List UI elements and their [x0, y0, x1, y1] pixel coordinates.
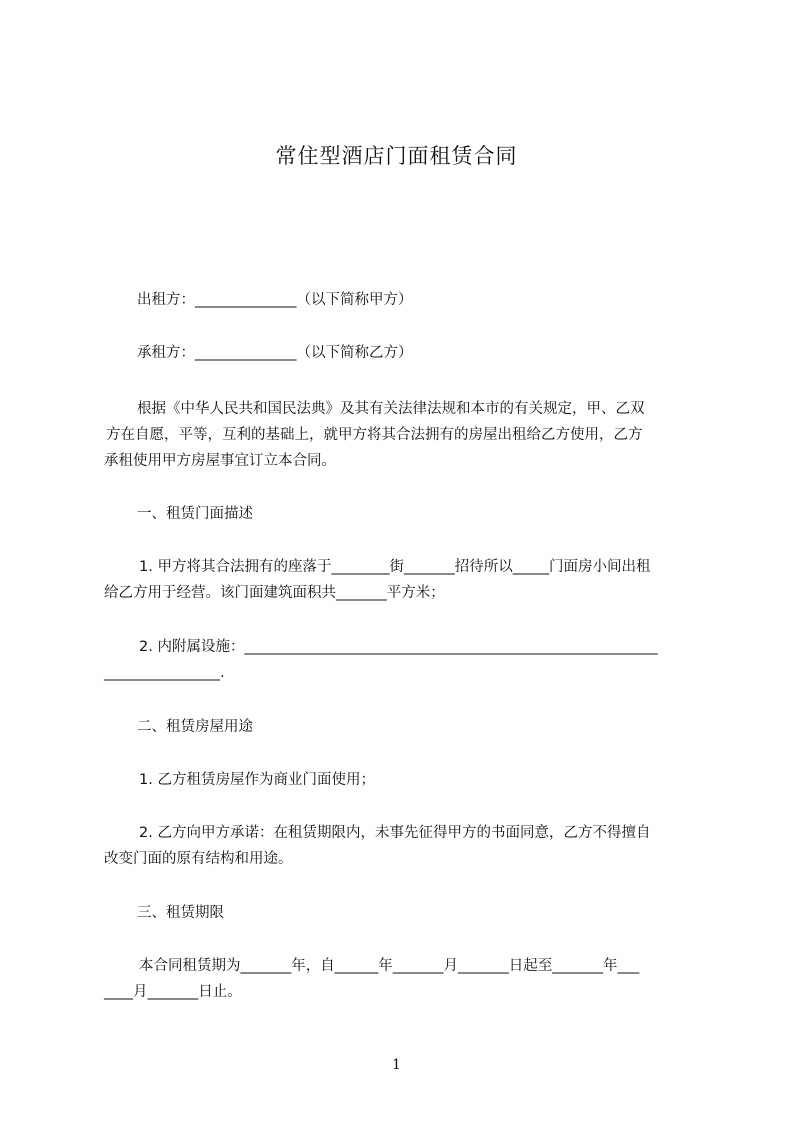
preamble-line-2: 方在自愿，平等，互利的基础上，就甲方将其合法拥有的房屋出租给乙方使用，乙方 [106, 427, 643, 443]
section-3-term-line-2: ____月_______日止。 [104, 984, 242, 1000]
document-title: 常住型酒店门面租赁合同 [275, 144, 518, 168]
section-2-heading: 二、租赁房屋用途 [137, 719, 253, 735]
section-1-item-2-line-2: ________________. [104, 665, 225, 681]
section-3-term-line-1: 本合同租赁期为_______年，自______年_______月_______日起至_______年___ [139, 958, 640, 974]
section-1-item-1-line-1: 1. 甲方将其合法拥有的座落于________街_______招待所以_____门面房小间出租 [139, 559, 651, 575]
page-number: 1 [392, 1057, 401, 1073]
lessor-line: 出租方：______________（以下简称甲方） [137, 292, 413, 308]
preamble-line-1: 根据《中华人民共和国民法典》及其有关法律法规和本市的有关规定，甲、乙双 [137, 401, 645, 417]
preamble-line-3: 承租使用甲方房屋事宜订立本合同。 [104, 453, 336, 469]
section-1-item-2-line-1: 2. 内附属设施：_________________________________________________________ [139, 639, 658, 655]
lessee-line: 承租方：______________（以下简称乙方） [137, 345, 413, 361]
section-2-item-2-line-2: 改变门面的原有结构和用途。 [104, 851, 293, 867]
section-3-heading: 三、租赁期限 [137, 905, 224, 921]
section-2-item-1: 1. 乙方租赁房屋作为商业门面使用； [139, 772, 375, 788]
section-1-heading: 一、租赁门面描述 [137, 506, 253, 522]
section-1-item-1-line-2: 给乙方用于经营。该门面建筑面积共_______平方米； [104, 585, 445, 601]
section-2-item-2-line-1: 2. 乙方向甲方承诺：在租赁期限内，未事先征得甲方的书面同意，乙方不得擅自 [139, 825, 651, 841]
